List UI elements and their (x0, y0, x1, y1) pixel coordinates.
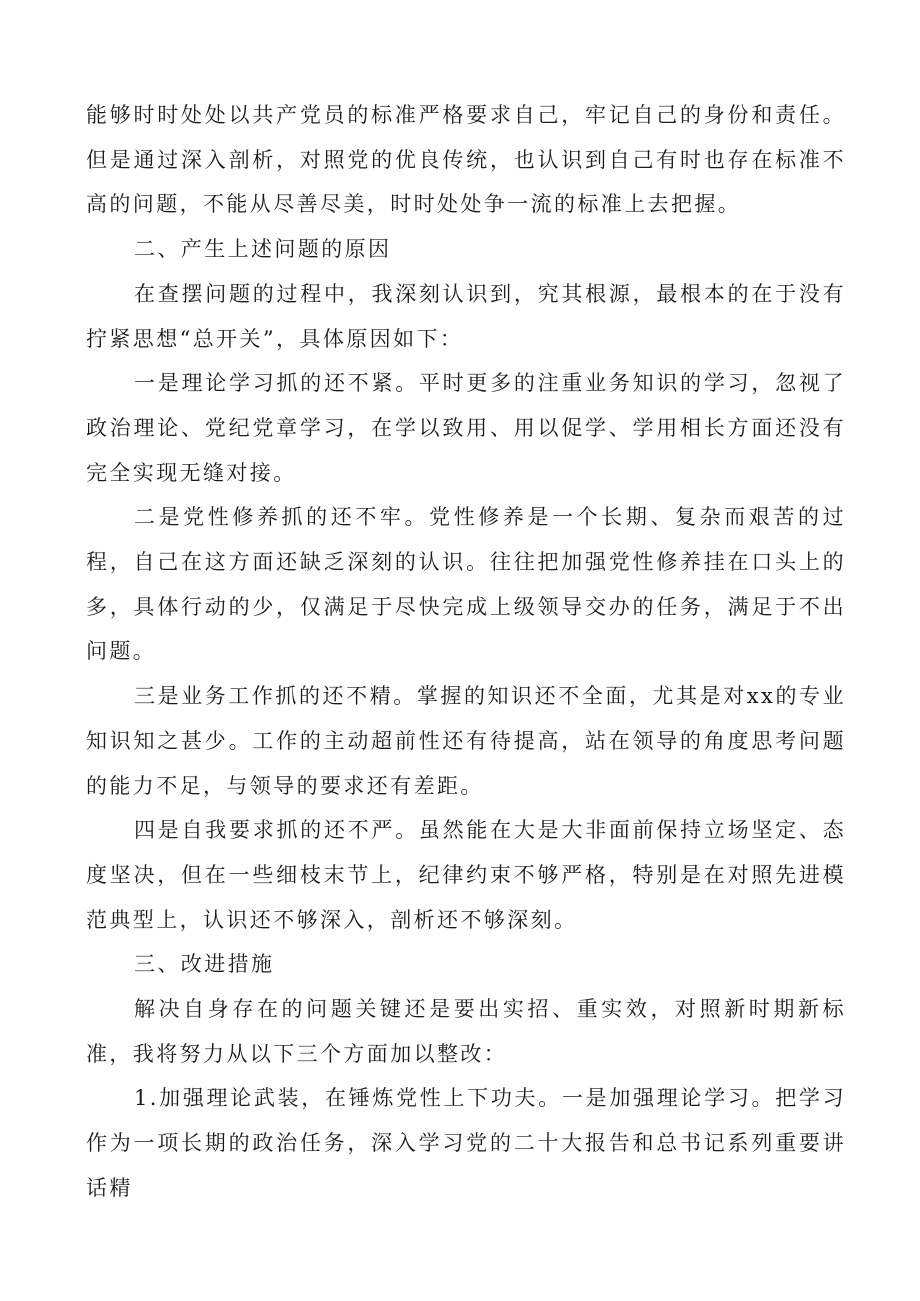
paragraph-measure-1: 1.加强理论武装，在锤炼党性上下功夫。一是加强理论学习。把学习作为一项长期的政治任务，深入学习党的二十大报告和总书记系列重要讲话精 (86, 1086, 846, 1200)
paragraph-cause-2: 二是党性修养抓的还不牢。党性修养是一个长期、复杂而艰苦的过程，自己在这方面还缺乏深刻的认识。往往把加强党性修养挂在口头上的多，具体行动的少，仅满足于尽快完成上级领导交办的任务，满足于不出问题。 (86, 505, 846, 664)
paragraph-cause-1: 一是理论学习抓的还不紧。平时更多的注重业务知识的学习，忽视了政治理论、党纪党章学习，在学以致用、用以促学、学用相长方面还没有完全实现无缝对接。 (86, 371, 846, 485)
paragraph-measures-intro: 解决自身存在的问题关键还是要出实招、重实效，对照新时期新标准，我将努力从以下三个方面加以整改： (86, 997, 846, 1066)
paragraph-root-cause: 在查摆问题的过程中，我深刻认识到，究其根源，最根本的在于没有拧紧思想“总开关”，具体原因如下： (86, 281, 846, 351)
section-heading-measures: 三、改进措施 (134, 952, 275, 977)
paragraph-continuation: 能够时时处处以共产党员的标准严格要求自己，牢记自己的身份和责任。但是通过深入剖析，对照党的优良传统，也认识到自己有时也存在标准不高的问题，不能从尽善尽美，时时处处争一流的标准上去把握。 (86, 103, 846, 217)
paragraph-cause-4: 四是自我要求抓的还不严。虽然能在大是大非面前保持立场坚定、态度坚决，但在一些细枝末节上，纪律约束不够严格，特别是在对照先进模范典型上，认识还不够深入，剖析还不够深刻。 (86, 818, 846, 932)
section-heading-causes: 二、产生上述问题的原因 (134, 237, 392, 262)
paragraph-cause-3: 三是业务工作抓的还不精。掌握的知识还不全面，尤其是对xx的专业知识知之甚少。工作的主动超前性还有待提高，站在领导的角度思考问题的能力不足，与领导的要求还有差距。 (86, 684, 846, 798)
document-body (86, 93, 846, 1211)
